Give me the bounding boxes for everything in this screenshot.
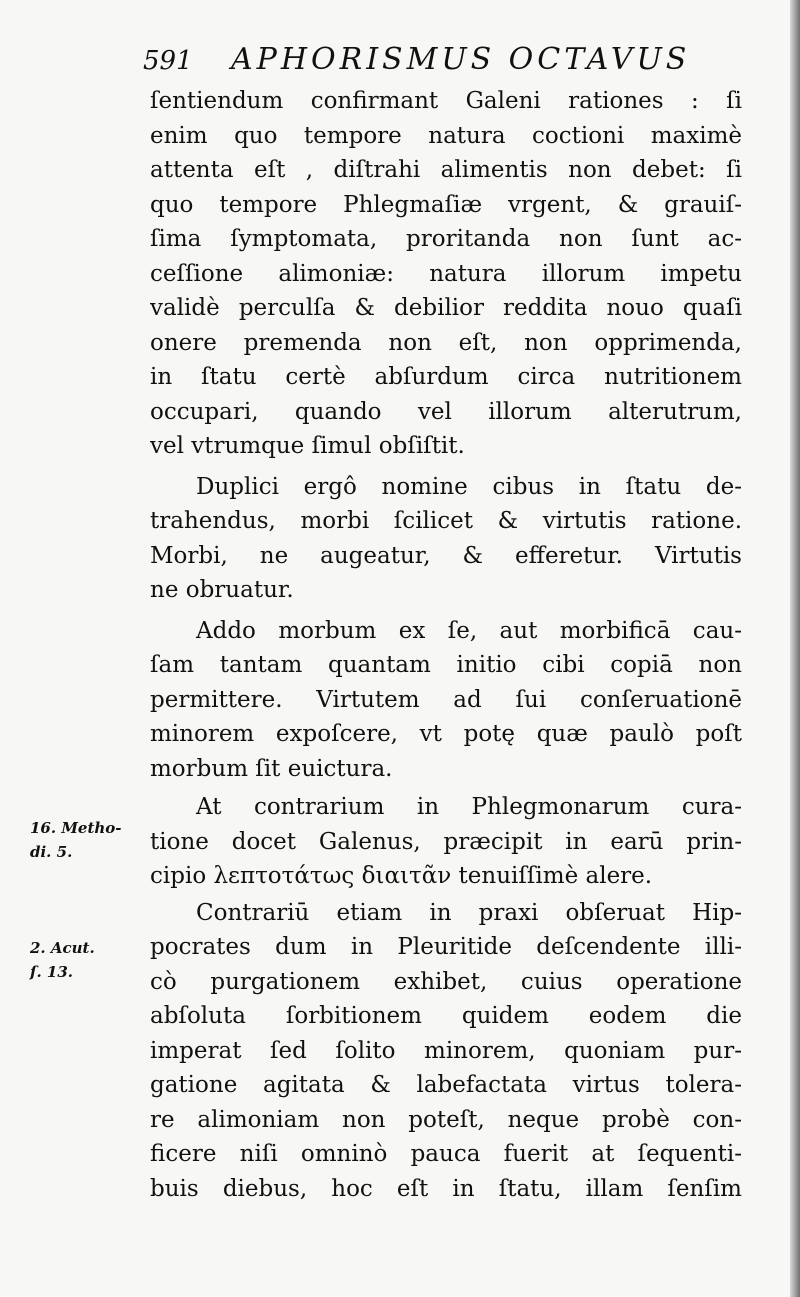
text-line: cò purgationem exhibet, cuius operatione — [150, 968, 742, 995]
text-line: onere premenda non eſt, non opprimenda, — [150, 329, 742, 356]
text-line: pocrates dum in Pleuritide deſcendente illi- — [150, 934, 742, 960]
text-line: minorem expoſcere, vt potę quæ paulò poſt — [150, 721, 742, 747]
body-text — [150, 84, 742, 1206]
margin-note: ſ. 13. — [30, 963, 73, 981]
margin-note: di. 5. — [30, 843, 73, 861]
text-line: gatione agitata & labefactata virtus tolera- — [150, 1072, 742, 1098]
page-number: 591 — [143, 46, 193, 76]
text-line: morbum ſit euictura. — [150, 755, 393, 782]
running-head: APHORISMUS OCTAVUS — [231, 42, 691, 77]
text-line: abſoluta ſorbitionem quidem eodem die — [150, 1003, 742, 1029]
paragraph-start-line: Duplici ergô nomine cibus in ſtatu de- — [196, 473, 742, 500]
text-line: vel vtrumque ſimul obſiſtit. — [150, 433, 465, 459]
paragraph-start-line: At contrarium in Phlegmonarum cura- — [196, 794, 742, 820]
text-line: ſam tantam quantam initio cibi copiā non — [150, 652, 742, 678]
text-line: cipio λεπτοτάτως διαιτᾶν tenuiſſimè alere. — [150, 863, 653, 889]
page-header — [143, 40, 743, 86]
text-line: quo tempore Phlegmaſiæ vrgent, & grauiſ- — [150, 191, 742, 218]
text-line: re alimoniam non poteſt, neque probè con- — [150, 1106, 742, 1133]
margin-note: 16. Metho- — [30, 819, 122, 837]
text-line: ſentiendum confirmant Galeni rationes : ſi — [150, 88, 742, 114]
text-line: attenta eſt , diſtrahi alimentis non debet: ſi — [150, 157, 742, 183]
text-line: ſima ſymptomata, proritanda non ſunt ac- — [150, 226, 742, 252]
text-line: imperat ſed ſolito minorem, quoniam pur- — [150, 1037, 742, 1064]
text-line: ceſſione alimoniæ: natura illorum impetu — [150, 260, 742, 287]
margin-note: 2. Acut. — [30, 939, 95, 957]
text-line: ne obruatur. — [150, 577, 294, 603]
text-line: occupari, quando vel illorum alterutrum, — [150, 398, 742, 425]
text-line: validè perculſa & debilior reddita nouo quaſi — [150, 295, 742, 321]
text-line: ficere niſi omninò pauca fuerit at ſequenti- — [150, 1141, 742, 1167]
text-line: in ſtatu certè abſurdum circa nutritionem — [150, 364, 742, 390]
text-line: buis diebus, hoc eſt in ſtatu, illam ſenſim — [150, 1175, 742, 1202]
text-line: trahendus, morbi ſcilicet & virtutis ratione. — [150, 508, 742, 534]
paragraph-start-line: Addo morbum ex ſe, aut morbificā cau- — [196, 617, 742, 644]
text-line: enim quo tempore natura coctioni maximè — [150, 122, 742, 149]
text-line: tione docet Galenus, præcipit in earū prin- — [150, 828, 742, 855]
paragraph-start-line: Contrariū etiam in praxi obſeruat Hip- — [196, 899, 742, 926]
text-line: Morbi, ne augeatur, & efferetur. Virtutis — [150, 542, 742, 569]
text-line: permittere. Virtutem ad ſui conſeruationē — [150, 686, 742, 713]
